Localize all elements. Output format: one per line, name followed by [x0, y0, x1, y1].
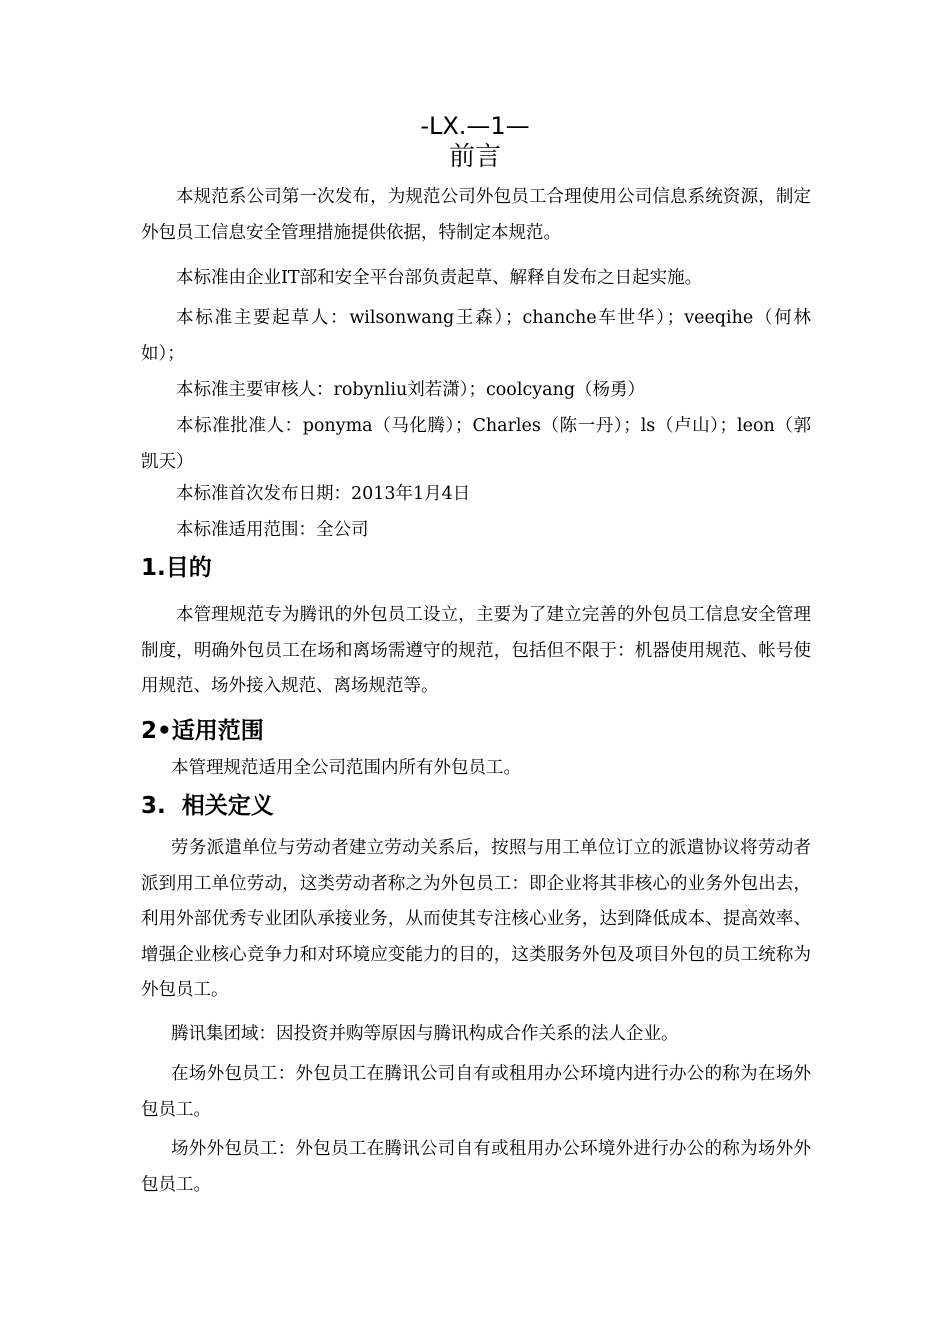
- section-1-paragraph: 本管理规范专为腾讯的外包员工设立，主要为了建立完善的外包员工信息安全管理制度，明确外包员工在场和离场需遵守的规范，包括但不限于：机器使用规范、帐号使用规范、场外接入规范、离场规范等。: [141, 605, 811, 696]
- section-3-paragraph-2: 腾讯集团域：因投资并购等原因与腾讯构成合作关系的法人企业。: [171, 1024, 679, 1044]
- section-3-heading: 3. 相关定义: [141, 793, 274, 819]
- section-1-heading: 1.目的: [141, 555, 212, 581]
- section-3-paragraph-1: 劳务派遣单位与劳动者建立劳动关系后，按照与用工单位订立的派遣协议将劳动者派到用工单位劳动，这类劳动者称之为外包员工：即企业将其非核心的业务外包出去，利用外部优秀专业团队承接业务，从而使其专注核心业务，达到降低成本、提高效率、增强企业核心竞争力和对环境应变能力的目的，这类服务外包及项目外包的员工统称为外包员工。: [141, 838, 811, 1000]
- page-title: 前言: [448, 142, 501, 172]
- foreword-drafters: 本标准主要起草人：wilsonwang王森）；chanche车世华）；veeqihe（何林如）；: [141, 308, 811, 364]
- foreword-approvers: 本标准批准人：ponyma（马化腾）；Charles（陈一丹）；ls（卢山）；leon（郭凯天）: [141, 416, 811, 472]
- section-2-heading: 2•适用范围: [141, 718, 264, 744]
- section-3-paragraph-3: 在场外包员工：外包员工在腾讯公司自有或租用办公环境内进行办公的称为在场外包员工。: [141, 1064, 811, 1120]
- section-3-paragraph-4: 场外外包员工：外包员工在腾讯公司自有或租用办公环境外进行办公的称为场外外包员工。: [141, 1139, 811, 1195]
- foreword-paragraph-1: 本规范系公司第一次发布，为规范公司外包员工合理使用公司信息系统资源，制定外包员工信息安全管理措施提供依据，特制定本规范。: [141, 187, 811, 243]
- foreword-reviewers: 本标准主要审核人：robynliu刘若潇）；coolcyang（杨勇）: [176, 380, 646, 400]
- foreword-release-date: 本标准首次发布日期：2013年1月4日: [176, 484, 471, 504]
- foreword-paragraph-2: 本标准由企业IT部和安全平台部负责起草、解释自发布之日起实施。: [176, 268, 703, 288]
- foreword-scope: 本标准适用范围：全公司: [176, 520, 369, 540]
- section-2-paragraph: 本管理规范适用全公司范围内所有外包员工。: [171, 758, 521, 778]
- page-code: -LX.—1—: [420, 112, 530, 140]
